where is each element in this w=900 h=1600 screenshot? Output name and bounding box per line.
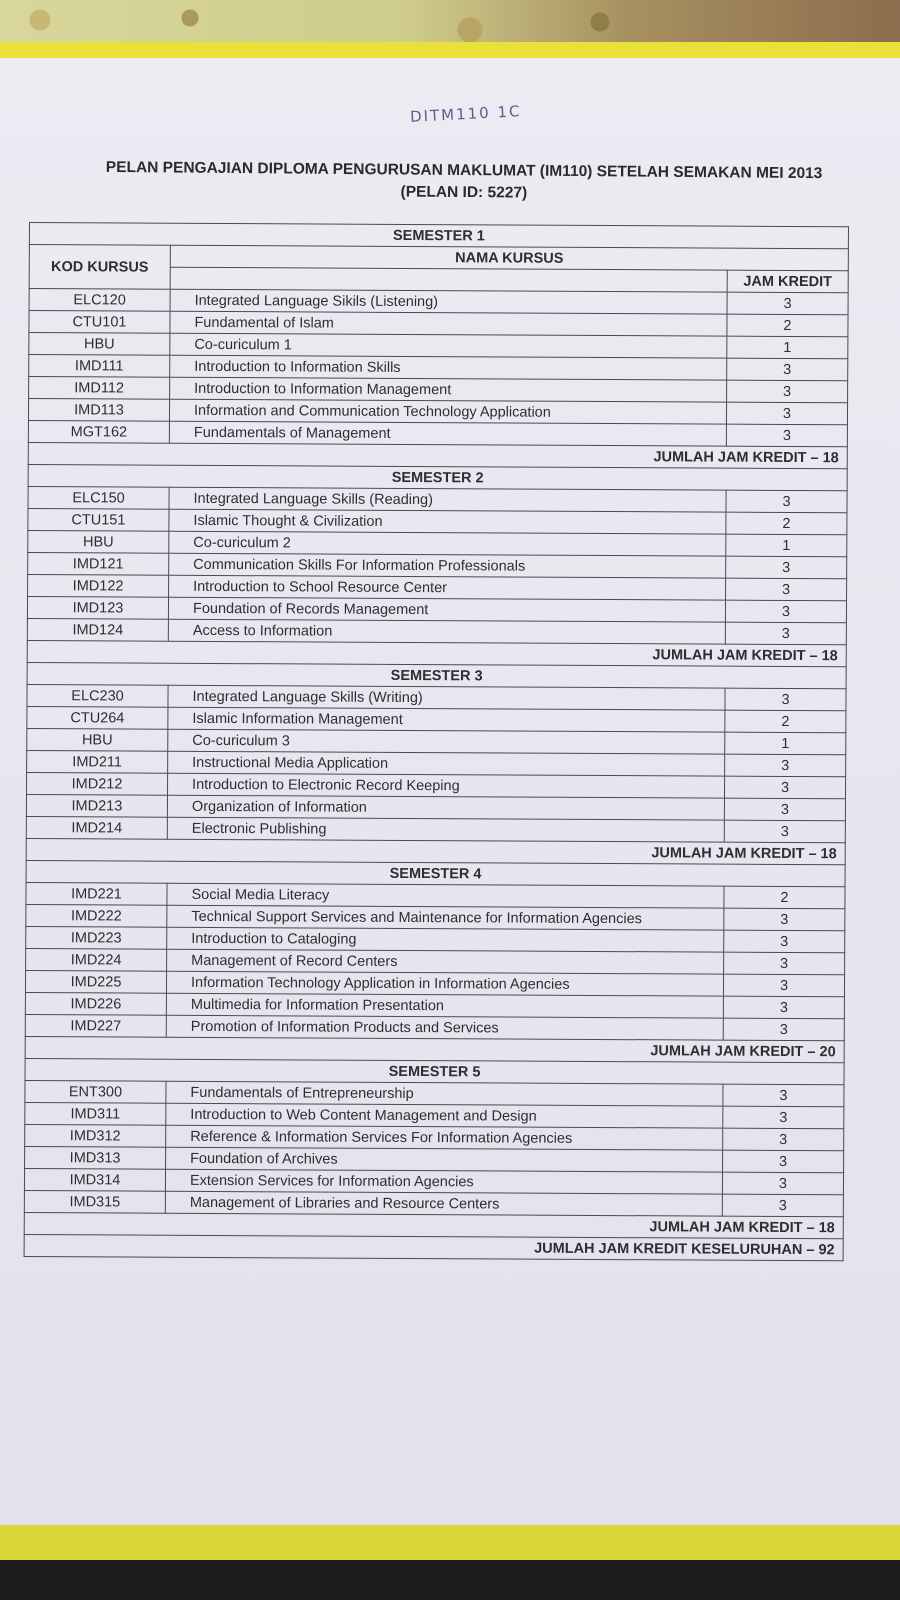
- course-name: Management of Libraries and Resource Centers: [165, 1191, 722, 1216]
- course-name: Information and Communication Technology Application: [169, 399, 726, 424]
- course-code: IMD124: [27, 618, 168, 641]
- course-code: HBU: [27, 728, 168, 751]
- column-header-credit: JAM KREDIT: [727, 270, 848, 293]
- course-code: CTU101: [29, 311, 170, 334]
- study-plan-table-body: [24, 223, 848, 1261]
- course-name: Multimedia for Information Presentation: [166, 993, 723, 1018]
- course-code: IMD222: [26, 904, 167, 927]
- course-code: IMD312: [25, 1124, 166, 1147]
- course-credit: 3: [723, 974, 844, 997]
- course-name: Organization of Information: [167, 795, 724, 820]
- course-credit: 3: [724, 952, 845, 975]
- course-credit: 3: [727, 380, 848, 403]
- course-credit: 3: [724, 798, 845, 821]
- course-name: Electronic Publishing: [167, 817, 724, 842]
- course-credit: 3: [722, 1172, 843, 1195]
- course-code: IMD225: [25, 970, 166, 993]
- course-name: Introduction to Electronic Record Keeping: [168, 773, 725, 798]
- course-credit: 3: [726, 402, 847, 425]
- course-name: Social Media Literacy: [167, 883, 724, 908]
- course-name: Introduction to Cataloging: [167, 927, 724, 952]
- course-credit: 3: [726, 424, 847, 447]
- course-credit: 1: [725, 732, 846, 755]
- course-code: IMD111: [29, 355, 170, 378]
- study-plan-table-wrap: [24, 222, 849, 1261]
- course-credit: 2: [727, 314, 848, 337]
- semester-title: SEMESTER 5: [25, 1058, 844, 1084]
- course-name: Reference & Information Services For Information Agencies: [166, 1125, 723, 1150]
- course-credit: 3: [723, 996, 844, 1019]
- course-credit: 3: [723, 1084, 844, 1107]
- column-header-name: NAMA KURSUS: [170, 245, 848, 271]
- course-credit: 3: [724, 908, 845, 931]
- course-code: IMD112: [29, 377, 170, 400]
- course-name: Foundation of Archives: [166, 1147, 723, 1172]
- title-line-2: (PELAN ID: 5227): [400, 183, 528, 202]
- course-code: IMD311: [25, 1102, 166, 1125]
- course-credit: 3: [726, 490, 847, 513]
- course-credit: 3: [726, 556, 847, 579]
- course-credit: 2: [724, 886, 845, 909]
- course-credit: 3: [723, 1106, 844, 1129]
- course-code: ENT300: [25, 1080, 166, 1103]
- semester-total: JUMLAH JAM KREDIT – 18: [27, 640, 846, 666]
- course-credit: 3: [727, 358, 848, 381]
- study-plan-table: [24, 222, 849, 1261]
- grand-total: JUMLAH JAM KREDIT KESELURUHAN – 92: [24, 1234, 843, 1260]
- course-credit: 3: [724, 930, 845, 953]
- course-name: Foundation of Records Management: [168, 597, 725, 622]
- course-code: IMD226: [25, 992, 166, 1015]
- course-code: IMD211: [27, 750, 168, 773]
- course-code: IMD122: [28, 574, 169, 597]
- semester-title: SEMESTER 2: [28, 464, 847, 490]
- course-name: Islamic Information Management: [168, 707, 725, 732]
- document-title: [28, 156, 900, 208]
- course-name: Technical Support Services and Maintenance for Information Agencies: [167, 905, 724, 930]
- course-name: Co-curiculum 3: [168, 729, 725, 754]
- course-code: MGT162: [28, 420, 169, 443]
- course-name: Instructional Media Application: [168, 751, 725, 776]
- course-name: Fundamentals of Management: [169, 421, 726, 446]
- course-code: IMD227: [25, 1014, 166, 1037]
- course-credit: 3: [724, 776, 845, 799]
- course-credit: 3: [725, 754, 846, 777]
- course-code: ELC120: [29, 289, 170, 312]
- course-credit: 3: [723, 1150, 844, 1173]
- semester-total: JUMLAH JAM KREDIT – 18: [24, 1212, 843, 1238]
- course-name: Integrated Language Skills (Writing): [168, 685, 725, 710]
- course-code: IMD214: [26, 816, 167, 839]
- course-code: IMD315: [24, 1190, 165, 1213]
- course-credit: 2: [726, 512, 847, 535]
- course-credit: 3: [723, 1018, 844, 1041]
- column-header-row-1: [29, 245, 848, 271]
- column-header-spacer: [170, 267, 727, 292]
- course-code: CTU151: [28, 508, 169, 531]
- course-code: IMD213: [26, 794, 167, 817]
- course-name: Introduction to School Resource Center: [169, 575, 726, 600]
- course-code: IMD123: [27, 596, 168, 619]
- course-credit: 1: [726, 534, 847, 557]
- title-line-1: PELAN PENGAJIAN DIPLOMA PENGURUSAN MAKLUMAT (IM110) SETELAH SEMAKAN MEI 2013: [105, 158, 823, 183]
- course-name: Fundamentals of Entrepreneurship: [166, 1081, 723, 1106]
- course-name: Integrated Language Skills (Reading): [169, 487, 726, 512]
- course-code: IMD314: [24, 1168, 165, 1191]
- course-name: Fundamental of Islam: [170, 311, 727, 336]
- course-code: IMD313: [25, 1146, 166, 1169]
- course-code: IMD223: [26, 926, 167, 949]
- course-code: HBU: [29, 333, 170, 356]
- course-name: Communication Skills For Information Professionals: [169, 553, 726, 578]
- course-code: IMD121: [28, 552, 169, 575]
- course-credit: 2: [725, 710, 846, 733]
- course-name: Islamic Thought & Civilization: [169, 509, 726, 534]
- course-name: Integrated Language Sikils (Listening): [170, 289, 727, 314]
- semester-total: JUMLAH JAM KREDIT – 20: [25, 1036, 844, 1062]
- course-name: Introduction to Web Content Management and Design: [166, 1103, 723, 1128]
- course-name: Extension Services for Information Agencies: [165, 1169, 722, 1194]
- handwritten-note: DITM110 1C: [409, 102, 522, 126]
- course-name: Promotion of Information Products and Services: [166, 1015, 723, 1040]
- course-code: IMD221: [26, 882, 167, 905]
- course-name: Management of Record Centers: [167, 949, 724, 974]
- course-credit: 3: [727, 292, 848, 315]
- course-code: CTU264: [27, 706, 168, 729]
- course-code: IMD113: [28, 399, 169, 422]
- course-credit: 3: [725, 688, 846, 711]
- course-credit: 3: [725, 600, 846, 623]
- desk-surface: [0, 1560, 900, 1600]
- course-credit: 1: [727, 336, 848, 359]
- grand-total-row: [24, 1234, 843, 1260]
- course-code: IMD224: [26, 948, 167, 971]
- course-code: IMD212: [27, 772, 168, 795]
- semester-title: SEMESTER 1: [29, 223, 848, 249]
- course-credit: 3: [726, 578, 847, 601]
- course-name: Access to Information: [168, 619, 725, 644]
- column-header-code: KOD KURSUS: [29, 245, 170, 290]
- course-credit: 3: [725, 622, 846, 645]
- course-name: Information Technology Application in Information Agencies: [166, 971, 723, 996]
- course-name: Introduction to Information Management: [170, 377, 727, 402]
- course-code: HBU: [28, 530, 169, 553]
- course-code: ELC150: [28, 486, 169, 509]
- course-name: Co-curiculum 1: [170, 333, 727, 358]
- semester-title: SEMESTER 4: [26, 860, 845, 886]
- course-name: Co-curiculum 2: [169, 531, 726, 556]
- course-name: Introduction to Information Skills: [170, 355, 727, 380]
- semester-total: JUMLAH JAM KREDIT – 18: [26, 838, 845, 864]
- course-credit: 3: [723, 1128, 844, 1151]
- course-credit: 3: [722, 1194, 843, 1217]
- course-credit: 3: [724, 820, 845, 843]
- semester-title: SEMESTER 3: [27, 662, 846, 688]
- semester-total: JUMLAH JAM KREDIT – 18: [28, 442, 847, 468]
- course-code: ELC230: [27, 684, 168, 707]
